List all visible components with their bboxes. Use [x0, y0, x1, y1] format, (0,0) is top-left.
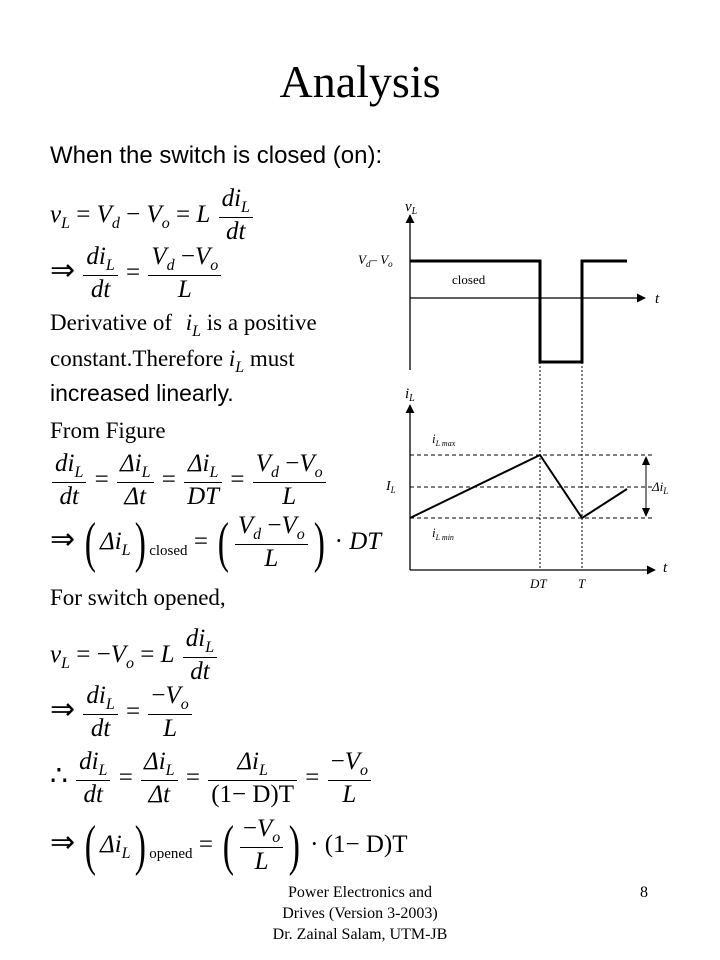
derivative-text-line: Derivative of $i_L$ is a positive [50, 310, 317, 340]
footer-credit: Power Electronics and Drives (Version 3-2003) Dr. Zainal Salam, UTM-JB [272, 884, 448, 943]
il-t-label: t [663, 560, 668, 576]
equation-from-figure: $\frac{di_L}{dt}$ = $\frac{\Delta i_L}{\Delta t}$ = $\frac{\Delta i_L}{DT}$ = $\frac{V_d -V_o}{L}$ [50, 450, 328, 512]
equation-derivative-closed: ⇒ $\frac{di_L}{dt}$ = $\frac{V_d -V_o}{L}$ [50, 243, 223, 305]
equation-vl-opened: $v_L = -V_o = L$ $\frac{di_L}{dt}$ [50, 625, 219, 687]
vl-waveform [410, 261, 627, 362]
equation-therefore: ∴ $\frac{di_L}{dt}$ = $\frac{\Delta i_L}{\Delta t}$ = $\frac{\Delta i_L}{(1- D)T}$ = $\frac{-V_o}{L}$ [50, 748, 373, 810]
il-avg-label: $I_L$ [386, 479, 396, 495]
page-number: 8 [640, 884, 648, 901]
t-tick-label: T [578, 576, 586, 591]
vl-t-label: t [655, 291, 660, 307]
closed-label: closed [452, 272, 486, 287]
equation-delta-closed: ⇒ ( $\Delta i_L$) $_{closed}$ = ( $\frac{V_d -V_o}{L}$ ) · DT [50, 512, 382, 575]
opened-intro-text: For switch opened, [50, 585, 226, 610]
equation-vl-closed: $v_L = V_d - V_o = L$ $\frac{di_L}{dt}$ [50, 185, 255, 247]
closed-intro-text: When the switch is closed (on): [50, 142, 383, 169]
il-axis-label: $i_L$ [405, 386, 415, 404]
increased-text-line: increased linearly. [50, 380, 234, 406]
from-figure-text: From Figure [50, 418, 166, 443]
page-title: Analysis [279, 56, 441, 107]
ilmax-label: $i_{L max}$ [432, 431, 456, 448]
dt-tick-label: DT [530, 576, 547, 591]
equation-delta-opened: ⇒ ( $\Delta i_L$) $_{opened}$ = ( $\frac{-V_o}{L}$ ) · (1− D)T [50, 815, 408, 878]
ilmin-label: $i_{L min}$ [432, 525, 454, 542]
waveform-figure [350, 195, 680, 595]
vl-axis-label: $v_L$ [405, 199, 418, 217]
constant-text-line: constant.Therefore $i_L$ must [50, 346, 295, 376]
equation-derivative-opened: ⇒ $\frac{di_L}{dt}$ = $\frac{-V_o}{L}$ [50, 682, 194, 744]
vd-vo-label: $V_d-$ $V_o$ [358, 252, 393, 269]
delta-il-label: $\Delta i_L$ [652, 479, 669, 496]
